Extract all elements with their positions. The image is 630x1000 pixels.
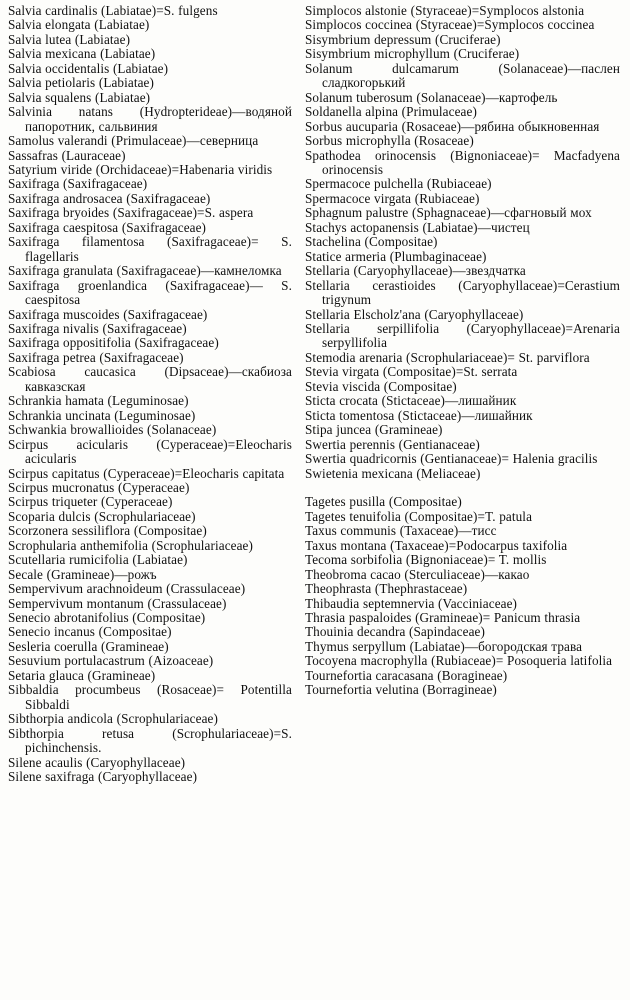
index-entry: Swertia quadricornis (Gentianaceae)= Halenia gracilis bbox=[305, 451, 598, 467]
index-entry: Silene acaulis (Caryophyllaceae) bbox=[8, 754, 186, 770]
index-entry: Stachelina (Compositae) bbox=[305, 234, 438, 250]
index-entry: Scirpus capitatus (Cyperaceae)=Eleocharis capitata bbox=[8, 465, 285, 481]
index-entry: Sesuvium portulacastrum (Aizoaceae) bbox=[8, 653, 214, 669]
index-entry: Stellaria (Caryophyllaceae)—звездчатка bbox=[305, 263, 526, 279]
index-entry: Scoparia dulcis (Scrophulariaceae) bbox=[8, 508, 196, 524]
index-entry: Scrophularia anthemifolia (Scrophulariaceae) bbox=[8, 537, 253, 553]
index-entry: Scorzonera sessiliflora (Compositae) bbox=[8, 523, 207, 539]
index-entry: Salvia petiolaris (Labiatae) bbox=[8, 75, 155, 91]
index-entry: Sesleria coerulla (Gramineae) bbox=[8, 638, 169, 654]
index-entry: Swietenia mexicana (Meliaceae) bbox=[305, 465, 481, 481]
index-entry: Schrankia uncinata (Leguminosae) bbox=[8, 407, 196, 423]
index-entry: Thrasia paspaloides (Gramineae)= Panicum thrasia bbox=[305, 610, 581, 626]
index-entry: Stellaria serpillifolia (Caryophyllaceae)=Arenaria serpyllifolia bbox=[305, 320, 620, 351]
index-entry: Sibthorpia retusa (Scrophulariaceae)=S. pichinchensis. bbox=[8, 725, 292, 756]
index-entry: Scirpus triqueter (Cyperaceae) bbox=[8, 494, 173, 510]
index-entry: Theophrasta (Thephrastaceae) bbox=[305, 581, 468, 597]
index-entry: Sisymbrium microphyllum (Cruciferae) bbox=[305, 46, 520, 62]
index-entry: Saxifraga caespitosa (Saxifragaceae) bbox=[8, 219, 207, 235]
index-entry: Saxifraga petrea (Saxifragaceae) bbox=[8, 349, 184, 365]
index-entry: Schrankia hamata (Leguminosae) bbox=[8, 393, 189, 409]
index-entry: Saxifraga groenlandica (Saxifragaceae)— S. caespitosa bbox=[8, 277, 292, 308]
index-entry: Salvia squalens (Labiatae) bbox=[8, 89, 151, 105]
index-entry: Statice armeria (Plumbaginaceae) bbox=[305, 248, 487, 264]
index-entry: Salvia cardinalis (Labiatae)=S. fulgens bbox=[8, 3, 218, 18]
index-entry: Solanum dulcamarum (Solanaceae)—паслен сладкогорький bbox=[305, 60, 620, 91]
index-entry: Spathodea orinocensis (Bignoniaceae)= Macfadyena orinocensis bbox=[305, 147, 620, 177]
index-entry: Swertia perennis (Gentianaceae) bbox=[305, 436, 480, 452]
index-entry: Satyrium viride (Orchidaceae)=Habenaria viridis bbox=[8, 161, 273, 177]
index-entry: Tagetes tenuifolia (Compositae)=T. patula bbox=[305, 508, 533, 524]
index-entry: Tecoma sorbifolia (Bignoniaceae)= T. mollis bbox=[305, 552, 547, 568]
index-entry: Sempervivum montanum (Crassulaceae) bbox=[8, 595, 227, 611]
index-entry: Salvia lutea (Labiatae) bbox=[8, 31, 131, 47]
right-column bbox=[300, 4, 630, 698]
index-entry: Stemodia arenaria (Scrophulariaceae)= St. parviflora bbox=[305, 349, 590, 365]
index-entry: Soldanella alpina (Primulaceae) bbox=[305, 104, 477, 120]
index-entry: Tournefortia velutina (Borragineae) bbox=[305, 682, 497, 698]
index-entry: Sibthorpia andicola (Scrophulariaceae) bbox=[8, 711, 218, 727]
index-entry: Sassafras (Lauraceae) bbox=[8, 147, 126, 163]
index-entry: Sisymbrium depressum (Cruciferae) bbox=[305, 31, 501, 47]
left-column bbox=[0, 4, 300, 784]
index-entry: Sticta crocata (Stictaceae)—лишайник bbox=[305, 393, 517, 409]
index-entry: Sorbus microphylla (Rosaceae) bbox=[305, 133, 474, 149]
index-entry: Saxifraga granulata (Saxifragaceae)—камнеломка bbox=[8, 263, 282, 279]
index-entry: Senecio incanus (Compositae) bbox=[8, 624, 172, 640]
index-entry: Tournefortia caracasana (Boragineae) bbox=[305, 667, 508, 683]
index-entry: Schwankia browallioides (Solanaceae) bbox=[8, 422, 217, 438]
index-entry: Theobroma cacao (Sterculiaceae)—какао bbox=[305, 566, 530, 582]
index-entry: Stellaria Elscholz'ana (Caryophyllaceae) bbox=[305, 306, 524, 322]
index-entry: Spermacoce virgata (Rubiaceae) bbox=[305, 190, 480, 206]
index-entry: Thouinia decandra (Sapindaceae) bbox=[305, 624, 485, 640]
index-entry: Saxifraga androsacea (Saxifragaceae) bbox=[8, 190, 211, 206]
index-entry: Saxifraga (Saxifragaceae) bbox=[8, 176, 148, 192]
index-entry: Scutellaria rumicifolia (Labiatae) bbox=[8, 552, 188, 568]
index-entry: Saxifraga filamentosa (Saxifragaceae)= S. flagellaris bbox=[8, 234, 292, 264]
index-entry: Simplocos coccinea (Styraceae)=Symplocos coccinea bbox=[305, 17, 595, 33]
index-entry: Silene saxifraga (Caryophyllaceae) bbox=[8, 769, 198, 785]
index-entry: Simplocos alstonie (Styraceae)=Symplocos alstonia bbox=[305, 3, 585, 18]
index-entry: Salvia mexicana (Labiatae) bbox=[8, 46, 156, 62]
index-entry: Stellaria cerastioides (Caryophyllaceae)=Cerastium trigynum bbox=[305, 277, 620, 308]
index-entry: Sticta tomentosa (Stictaceae)—лишайник bbox=[305, 407, 533, 423]
index-entry: Sibbaldia procumbeus (Rosaceae)= Potentilla Sibbaldi bbox=[8, 682, 292, 712]
index-entry: Saxifraga bryoides (Saxifragaceae)=S. aspera bbox=[8, 205, 254, 221]
index-entry: Tocoyena macrophylla (Rubiaceae)= Posoqueria latifolia bbox=[305, 653, 613, 669]
index-entry: Thibaudia septemnervia (Vacciniaceae) bbox=[305, 595, 518, 611]
index-entry: Setaria glauca (Gramineae) bbox=[8, 667, 156, 683]
index-entry: Scabiosa caucasica (Dipsaceae)—скабиоза кавказская bbox=[8, 364, 292, 394]
index-entry: Sempervivum arachnoideum (Crassulaceae) bbox=[8, 581, 246, 597]
index-entry: Saxifraga muscoides (Saxifragaceae) bbox=[8, 306, 208, 322]
index-entry: Sphagnum palustre (Sphagnaceae)—сфагновый мох bbox=[305, 205, 592, 221]
index-entry: Tagetes pusilla (Compositae) bbox=[305, 494, 462, 510]
index-entry: Saxifraga oppositifolia (Saxifragaceae) bbox=[8, 335, 219, 351]
index-entry: Spermacoce pulchella (Rubiaceae) bbox=[305, 176, 492, 192]
index-entry: Scirpus mucronatus (Cyperaceae) bbox=[8, 479, 190, 495]
index-entry: Taxus communis (Taxaceae)—тисс bbox=[305, 523, 497, 539]
index-entry: Sorbus aucuparia (Rosaceae)—рябина обыкновенная bbox=[305, 118, 600, 134]
index-entry: Salvia occidentalis (Labiatae) bbox=[8, 60, 169, 76]
index-entry: Stevia virgata (Compositae)=St. serrata bbox=[305, 364, 518, 380]
index-entry: Stipa juncea (Gramineae) bbox=[305, 422, 443, 438]
index-entry: Taxus montana (Taxaceae)=Podocarpus taxifolia bbox=[305, 537, 568, 553]
index-entry: Stevia viscida (Compositae) bbox=[305, 378, 457, 394]
index-entry: Scirpus acicularis (Cyperaceae)=Eleocharis acicularis bbox=[8, 436, 292, 467]
section-break bbox=[305, 481, 620, 495]
index-entry: Salvinia natans (Hydropterideae)—водяной папоротник, сальвиния bbox=[8, 104, 292, 134]
index-entry: Saxifraga nivalis (Saxifragaceae) bbox=[8, 320, 187, 336]
index-entry: Solanum tuberosum (Solanaceae)—картофель bbox=[305, 89, 558, 105]
index-entry: Senecio abrotanifolius (Compositae) bbox=[8, 610, 206, 626]
index-entry: Stachys actopanensis (Labiatae)—чистец bbox=[305, 219, 530, 235]
index-entry: Secale (Gramineae)—рожъ bbox=[8, 566, 157, 582]
index-entry: Salvia elongata (Labiatae) bbox=[8, 17, 150, 33]
index-entry: Thymus serpyllum (Labiatae)—богородская трава bbox=[305, 638, 583, 654]
index-entry: Samolus valerandi (Primulaceae)—севepница bbox=[8, 133, 259, 149]
